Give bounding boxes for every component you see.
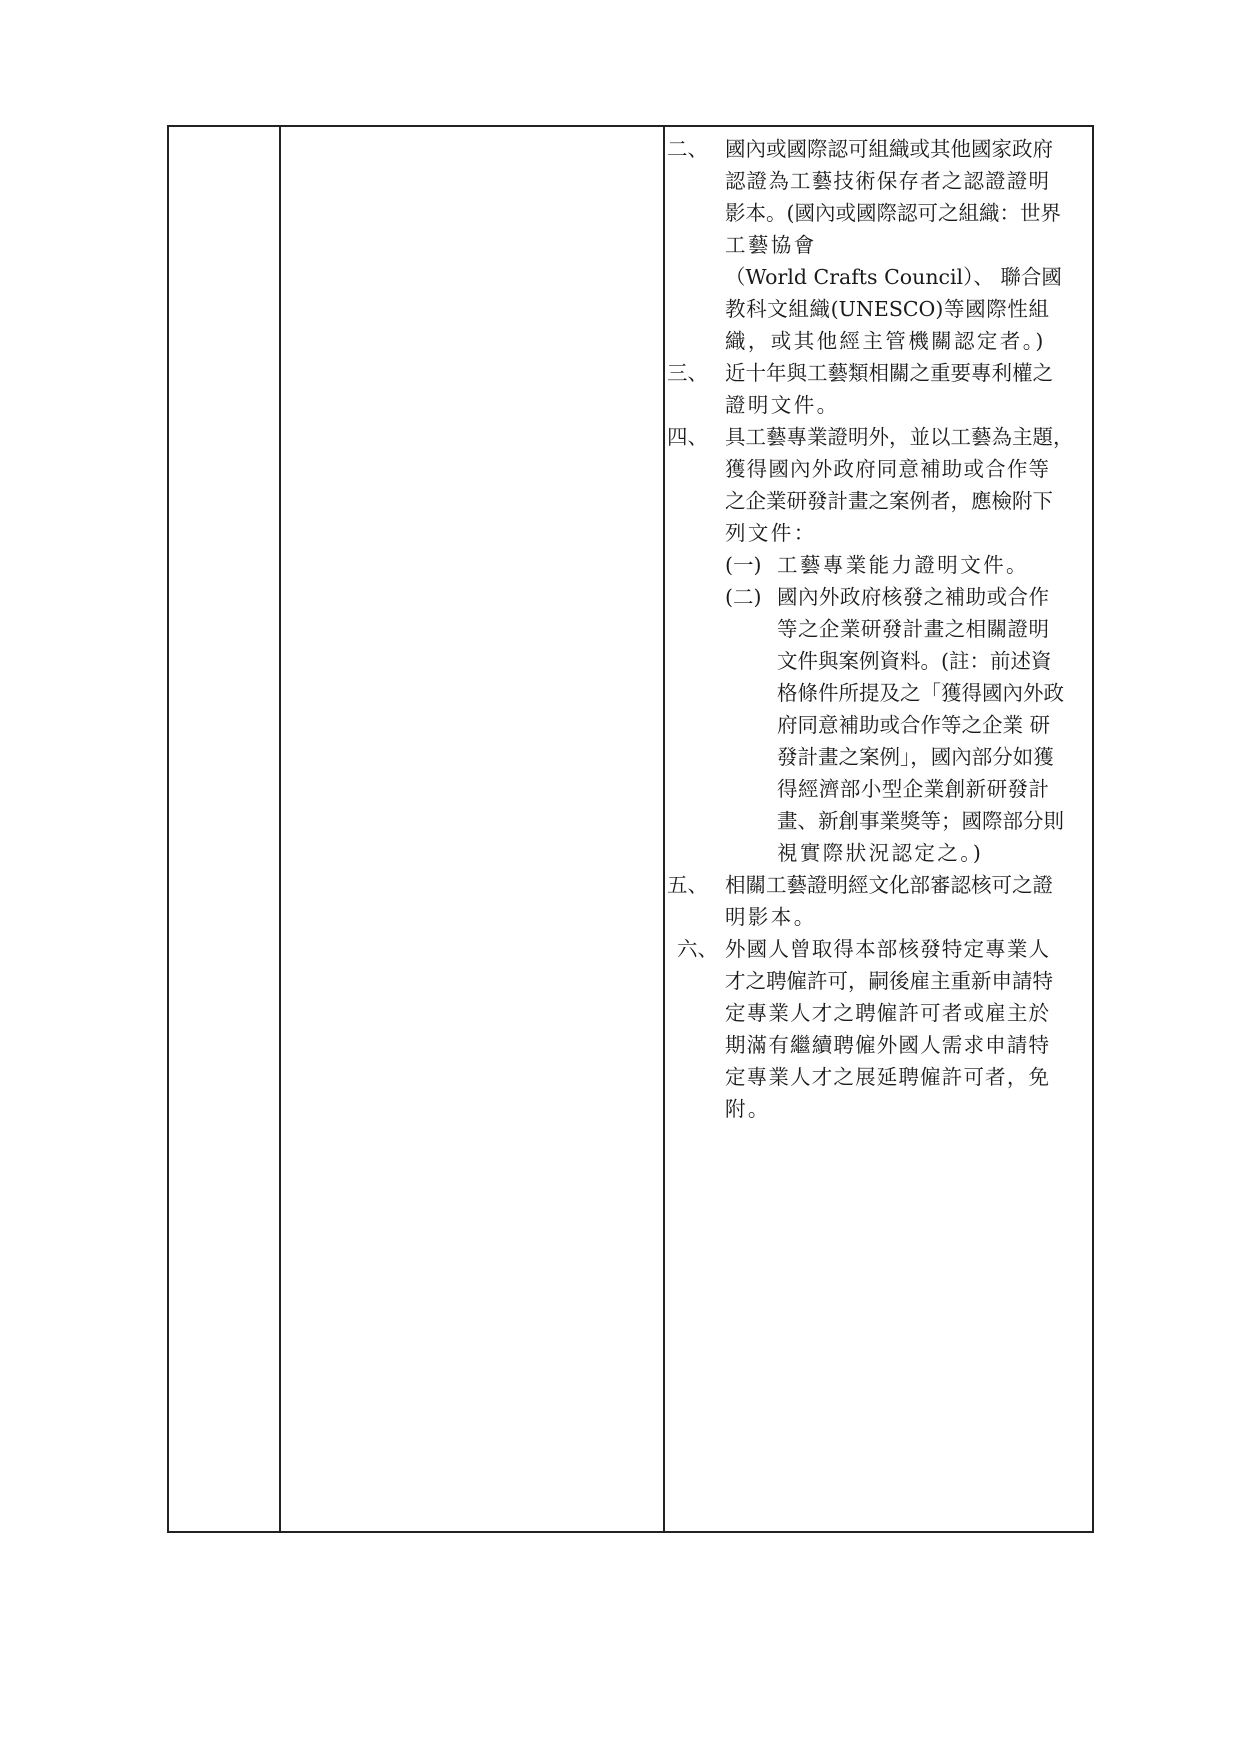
subitem-text-line: 視實際狀況認定之。): [777, 841, 984, 865]
item-text-line: 證明文件。: [725, 393, 840, 417]
item-text-line: 明影本。: [725, 905, 817, 929]
item-text-line: 定專業人才之展延聘僱許可者，免: [725, 1065, 1049, 1089]
item-marker: 二、: [667, 137, 708, 161]
item-text-line: 列文件：: [725, 521, 817, 545]
subitem-text-line: 文件與案例資料。(註：前述資: [777, 649, 1052, 673]
item-text-line: 附。: [725, 1097, 771, 1121]
item-text-line: 外國人曾取得本部核發特定專業人: [725, 937, 1049, 961]
subitem-text-line: 府同意補助或合作等之企業 研: [777, 713, 1051, 737]
subitem-text-line: 格條件所提及之「獲得國內外政: [777, 681, 1064, 705]
subitem-text-line: 發計畫之案例」，國內部分如獲: [777, 745, 1054, 769]
subitem-text-line: 畫、新創事業獎等；國際部分則: [777, 809, 1064, 833]
item-text-line: 織，或其他經主管機關認定者。): [725, 329, 1046, 353]
item-text-line: 認證為工藝技術保存者之認證證明: [725, 169, 1049, 193]
subitem-marker: (二): [725, 585, 762, 609]
item-text-line: 具工藝專業證明外，並以工藝為主題，: [725, 425, 1074, 449]
item-marker: 五、: [667, 873, 708, 897]
item-text-line: 近十年與工藝類相關之重要專利權之: [725, 361, 1053, 385]
subitem-text-line: 工藝專業能力證明文件。: [777, 553, 1029, 577]
requirements-table: [167, 125, 1094, 1533]
item-text-line: 國內或國際認可組織或其他國家政府: [725, 137, 1053, 161]
item-text-line: 影本。(國內或國際認可之組織：世界: [725, 201, 1061, 225]
item-text-line: 教科文組織(UNESCO)等國際性組: [725, 297, 1049, 321]
subitem-marker: (一): [725, 553, 762, 577]
item-marker: 三、: [667, 361, 708, 385]
item-text-line: 相關工藝證明經文化部審認核可之證: [725, 873, 1053, 897]
subitem-text-line: 國內外政府核發之補助或合作: [777, 585, 1049, 609]
item-text-line: 之企業研發計畫之案例者，應檢附下: [725, 489, 1053, 513]
item-marker: 六、: [677, 937, 718, 961]
item-text-line: 定專業人才之聘僱許可者或雇主於: [725, 1001, 1049, 1025]
item-text-line: （World Crafts Council）、 聯合國: [725, 265, 1062, 289]
item-text-line: 才之聘僱許可，嗣後雇主重新申請特: [725, 969, 1053, 993]
item-marker: 四、: [667, 425, 708, 449]
subitem-text-line: 等之企業研發計畫之相關證明: [777, 617, 1049, 641]
item-text-line: 期滿有繼續聘僱外國人需求申請特: [725, 1033, 1049, 1057]
requirements-cell: [665, 133, 1092, 1531]
table-column-divider: [279, 127, 281, 1531]
subitem-text-line: 得經濟部小型企業創新研發計: [777, 777, 1049, 801]
item-text-line: 獲得國內外政府同意補助或合作等: [725, 457, 1049, 481]
item-text-line: 工藝協會: [725, 233, 817, 257]
